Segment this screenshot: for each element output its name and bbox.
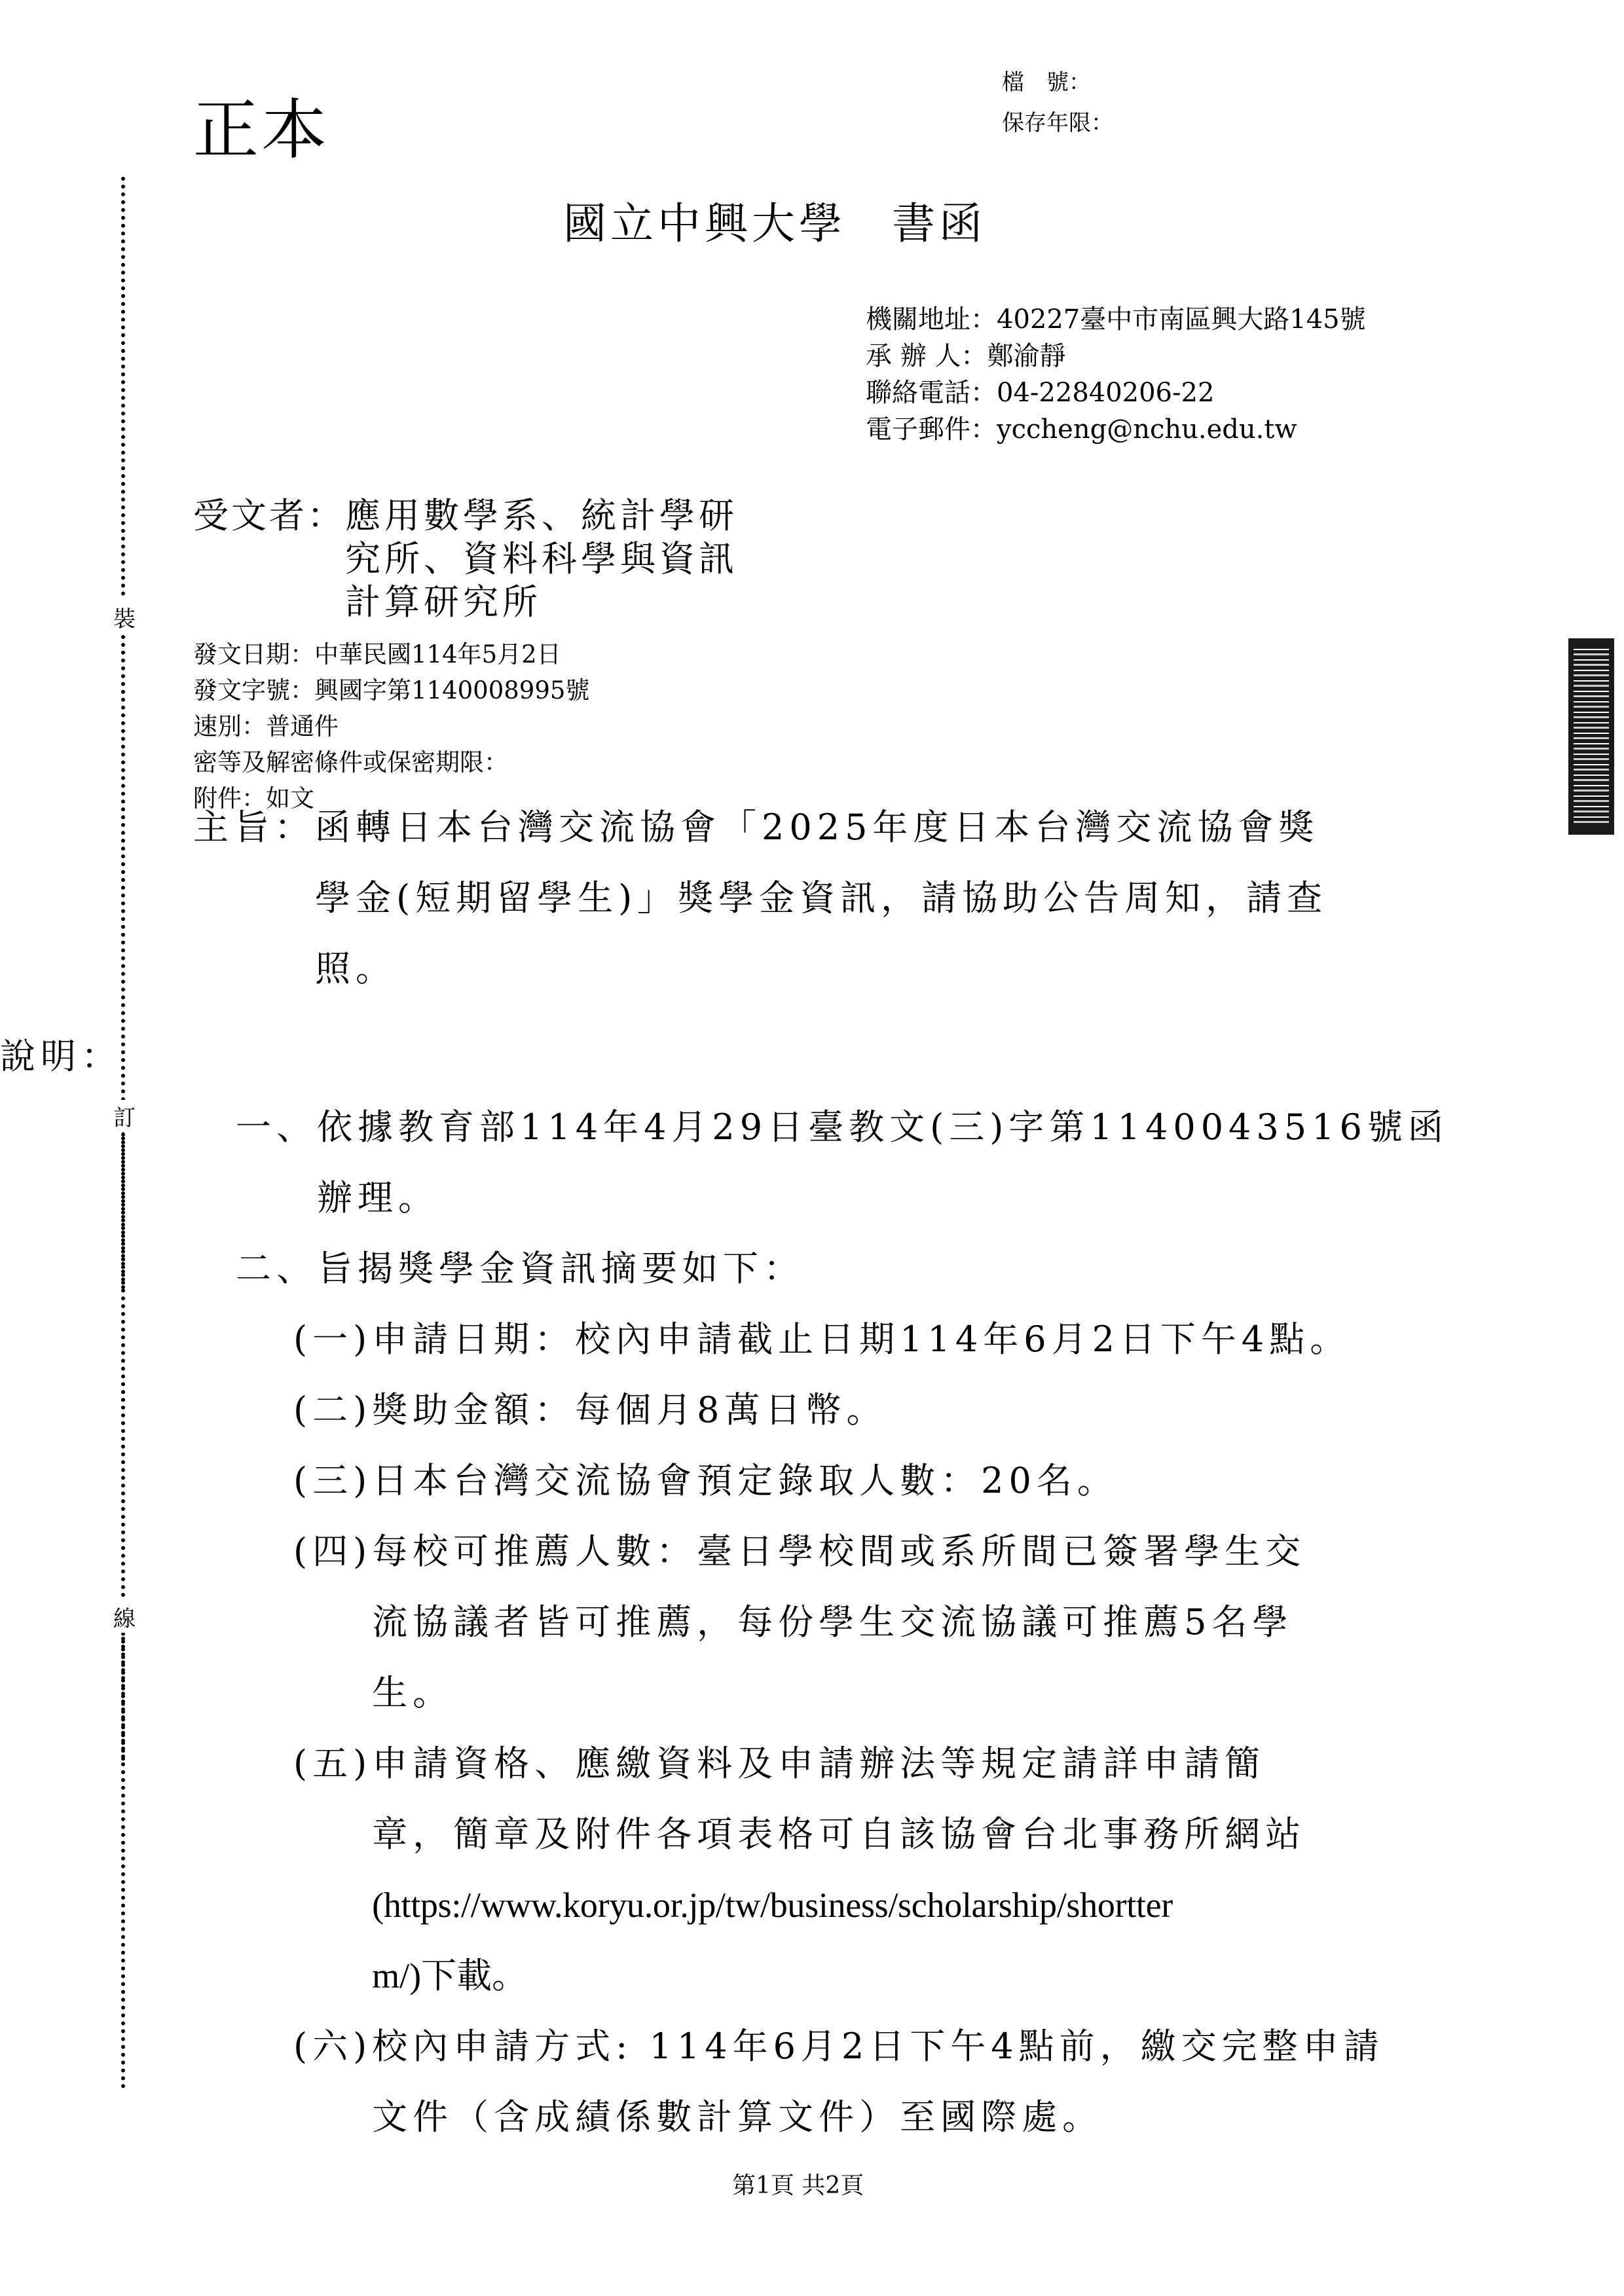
binding-label: 訂 bbox=[111, 1100, 138, 1132]
handler-row: 承 辦 人：鄭渝靜 bbox=[866, 341, 1066, 371]
binding-dotted-line bbox=[121, 177, 125, 596]
phone-row: 聯絡電話：04-22840206-22 bbox=[866, 378, 1215, 408]
document-type: 書函 bbox=[892, 198, 986, 249]
sub-item bbox=[293, 1375, 887, 1446]
handler-value: 鄭渝靜 bbox=[987, 341, 1066, 371]
sub-item-line: 每校可推薦人數：臺日學校間或系所間已簽署學生交 bbox=[372, 1531, 1306, 1572]
sub-item-marker: (四) bbox=[293, 1531, 373, 1572]
receipt-stamp bbox=[1568, 638, 1614, 835]
subject-label: 主旨： bbox=[193, 807, 315, 848]
sub-item-marker: (六) bbox=[293, 2026, 373, 2067]
item-line: 辦理。 bbox=[317, 1177, 439, 1218]
recipient-block bbox=[193, 494, 738, 624]
sub-item bbox=[293, 1446, 1118, 1516]
file-number-label: 檔 號： bbox=[1002, 69, 1091, 96]
explanation-items bbox=[236, 1092, 1449, 1304]
sub-item-marker: (五) bbox=[293, 1743, 373, 1784]
sub-item bbox=[293, 2011, 1384, 2153]
sub-item-line: m/)下載。 bbox=[372, 1956, 528, 1995]
organization-contact-info bbox=[866, 301, 1366, 448]
sub-item-url-line: (https://www.koryu.or.jp/tw/business/scholarship/shortter bbox=[372, 1886, 1173, 1925]
sub-item-marker: (二) bbox=[293, 1389, 373, 1430]
item-line: 依據教育部114年4月29日臺教文(三)字第1140043516號函 bbox=[317, 1106, 1449, 1148]
organization-name: 國立中興大學 bbox=[563, 198, 846, 249]
sub-item-line: 獎助金額：每個月8萬日幣。 bbox=[372, 1389, 887, 1430]
phone-value: 04-22840206-22 bbox=[997, 378, 1215, 408]
address-row: 機關地址：40227臺中市南區興大路145號 bbox=[866, 304, 1366, 335]
delivery-speed: 速別：普通件 bbox=[193, 712, 339, 740]
address-value: 40227臺中市南區興大路145號 bbox=[997, 304, 1366, 335]
explanation-item bbox=[236, 1233, 1449, 1304]
subject-line: 函轉日本台灣交流協會「2025年度日本台灣交流協會獎 bbox=[315, 807, 1320, 848]
recipient-label: 受文者： bbox=[193, 495, 345, 536]
page-number: 第1頁 共2頁 bbox=[732, 2172, 864, 2199]
issue-date: 發文日期：中華民國114年5月2日 bbox=[193, 640, 561, 668]
issue-number: 發文字號：興國字第1140008995號 bbox=[193, 676, 590, 704]
subject-line: 照。 bbox=[315, 948, 396, 989]
attachment: 附件：如文 bbox=[193, 784, 314, 812]
archive-info bbox=[1002, 62, 1113, 143]
document-metadata bbox=[193, 636, 589, 816]
sub-item-line: 文件（含成績係數計算文件）至國際處。 bbox=[372, 2096, 1103, 2138]
secrecy-level: 密等及解密條件或保密期限： bbox=[193, 748, 508, 776]
sub-item-line: 申請資格、應繳資料及申請辦法等規定請詳申請簡 bbox=[372, 1743, 1266, 1784]
binding-dotted-line bbox=[121, 1637, 125, 2088]
binding-margin bbox=[111, 177, 138, 2088]
recipient-line: 應用數學系、統計學研 bbox=[345, 495, 738, 536]
sub-item-marker: (三) bbox=[293, 1460, 373, 1501]
sub-item-line: 章，簡章及附件各項表格可自該協會台北事務所網站 bbox=[372, 1813, 1306, 1855]
original-copy-mark: 正本 bbox=[193, 92, 329, 168]
binding-label: 裝 bbox=[113, 606, 136, 632]
retention-period-label: 保存年限： bbox=[1002, 110, 1113, 136]
document-title bbox=[563, 189, 986, 251]
subject-line: 學金(短期留學生)」獎學金資訊，請協助公告周知，請查 bbox=[315, 877, 1328, 919]
item-marker: 二、 bbox=[236, 1248, 317, 1289]
email-row: 電子郵件：yccheng@nchu.edu.tw bbox=[866, 414, 1297, 445]
sub-item bbox=[293, 1516, 1306, 1728]
sub-item-line: 流協議者皆可推薦，每份學生交流協議可推薦5名學 bbox=[372, 1601, 1293, 1643]
sub-item-line: 生。 bbox=[372, 1672, 454, 1713]
item-marker: 一、 bbox=[236, 1106, 317, 1148]
item-line: 旨揭獎學金資訊摘要如下： bbox=[317, 1248, 804, 1289]
binding-label: 線 bbox=[111, 1601, 138, 1633]
explanation-label: 說明： bbox=[0, 1036, 122, 1077]
explanation-item bbox=[236, 1092, 1449, 1233]
email-value: yccheng@nchu.edu.tw bbox=[997, 414, 1297, 445]
recipient-line: 究所、資料科學與資訊 bbox=[345, 538, 738, 579]
sub-item bbox=[293, 1304, 1350, 1375]
sub-item bbox=[293, 1728, 1306, 2011]
sub-item-line: 日本台灣交流協會預定錄取人數：20名。 bbox=[372, 1460, 1118, 1501]
sub-item-marker: (一) bbox=[293, 1319, 373, 1360]
recipient-line: 計算研究所 bbox=[345, 581, 542, 623]
sub-item-line: 申請日期：校內申請截止日期114年6月2日下午4點。 bbox=[372, 1319, 1351, 1360]
sub-item-line: 校內申請方式: 114年6月2日下午4點前，繳交完整申請 bbox=[372, 2026, 1384, 2067]
subject-section bbox=[193, 792, 1327, 1004]
